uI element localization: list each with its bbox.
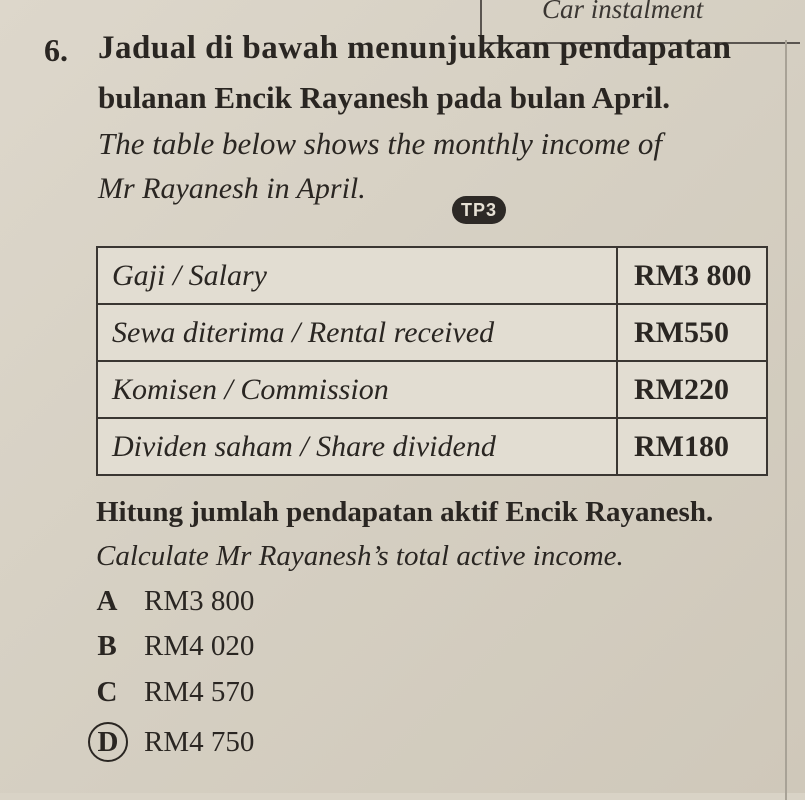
income-table xyxy=(96,246,768,476)
option-letter: A xyxy=(96,585,118,617)
instruction-malay: Hitung jumlah pendapatan aktif Encik Rayanesh. xyxy=(96,496,714,528)
question-english-line-2: Mr Rayanesh in April. xyxy=(98,172,366,205)
tp-level-badge: TP3 xyxy=(452,196,506,224)
table-cell-amount: RM3 800 xyxy=(617,247,767,304)
table-cell-label: Gaji / Salary xyxy=(97,247,617,304)
option-c[interactable] xyxy=(86,676,254,709)
option-value: RM4 020 xyxy=(144,630,255,662)
table-cell-label: Dividen saham / Share dividend xyxy=(97,418,617,475)
table-cell-label: Sewa diterima / Rental received xyxy=(97,304,617,361)
option-value: RM4 570 xyxy=(144,676,255,708)
table-cell-amount: RM180 xyxy=(617,418,767,475)
question-malay-line-1: Jadual di bawah menunjukkan pendapatan xyxy=(98,30,732,66)
option-b[interactable] xyxy=(86,630,254,663)
table-row xyxy=(97,418,767,475)
option-letter: C xyxy=(96,676,118,708)
table-row xyxy=(97,247,767,304)
option-d[interactable] xyxy=(86,722,254,762)
option-letter: B xyxy=(97,630,117,662)
instruction-english: Calculate Mr Rayanesh’s total active income. xyxy=(96,540,624,572)
table-row xyxy=(97,361,767,418)
option-a[interactable] xyxy=(86,585,254,618)
table-cell-amount: RM550 xyxy=(617,304,767,361)
question-number: 6. xyxy=(44,32,68,68)
option-value: RM3 800 xyxy=(144,585,255,617)
option-letter-circled: D xyxy=(88,722,128,762)
table-cell-amount: RM220 xyxy=(617,361,767,418)
table-cell-label: Komisen / Commission xyxy=(97,361,617,418)
table-row xyxy=(97,304,767,361)
question-malay-line-2: bulanan Encik Rayanesh pada bulan April. xyxy=(98,80,671,115)
previous-table-cell-text: Car instalment xyxy=(542,0,704,24)
page-edge-line xyxy=(785,40,787,800)
question-english-line-1: The table below shows the monthly income of xyxy=(98,126,662,161)
option-value: RM4 750 xyxy=(144,725,255,758)
